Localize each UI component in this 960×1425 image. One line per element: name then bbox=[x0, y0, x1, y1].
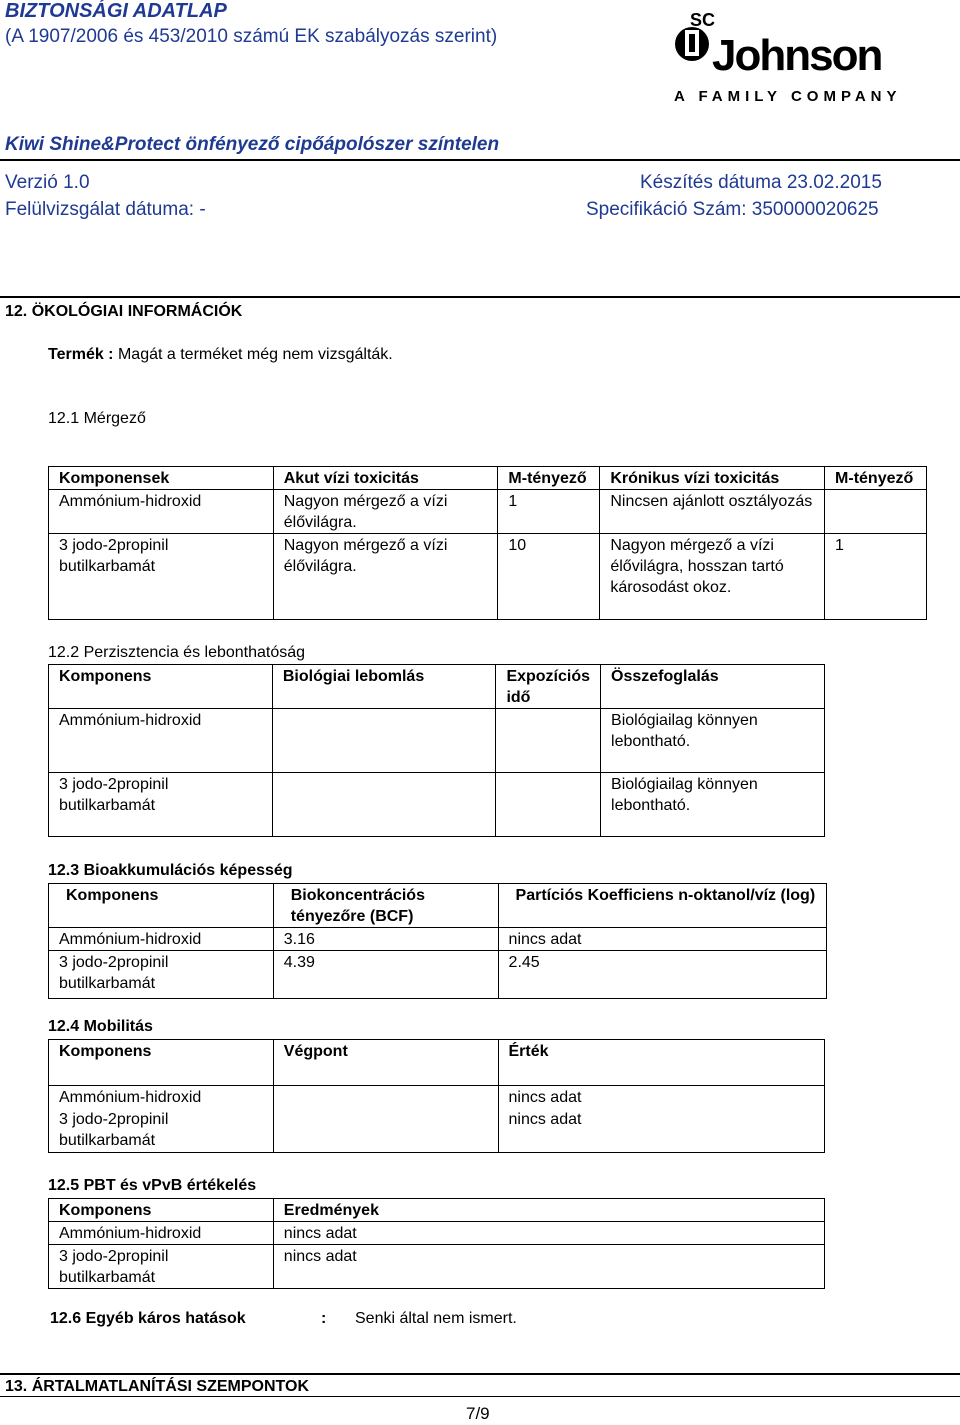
table-header-cell: Expozíciós idő bbox=[496, 665, 601, 709]
table-row bbox=[49, 951, 827, 999]
table-header-row bbox=[49, 1199, 825, 1222]
table-header-cell: Eredmények bbox=[273, 1199, 824, 1222]
created-line bbox=[640, 172, 882, 194]
spec-line bbox=[586, 199, 879, 221]
table-header-cell: Komponens bbox=[49, 1199, 274, 1222]
created-label: Készítés dátuma bbox=[640, 172, 782, 193]
table-cell bbox=[272, 709, 496, 773]
table-header-cell: Komponensek bbox=[49, 467, 274, 490]
table-row bbox=[49, 534, 927, 620]
table-row bbox=[49, 709, 825, 773]
spec-label: Specifikáció Szám: bbox=[586, 199, 747, 220]
table-cell: Nagyon mérgező a vízi élővilágra. bbox=[273, 534, 498, 620]
table-cell bbox=[496, 773, 601, 837]
toxicity-table bbox=[48, 466, 927, 620]
table-header-cell: Összefoglalás bbox=[601, 665, 825, 709]
table-cell: nincs adat bbox=[498, 928, 826, 951]
sc-johnson-logo bbox=[672, 8, 902, 109]
table-header-cell: Partíciós Koefficiens n-oktanol/víz (log) bbox=[498, 884, 826, 928]
table-cell: 3.16 bbox=[273, 928, 498, 951]
table-cell: Ammónium-hidroxid bbox=[49, 1222, 274, 1245]
table-cell: Ammónium-hidroxid bbox=[49, 490, 274, 534]
table-header-cell: Komponens bbox=[49, 665, 273, 709]
review-line bbox=[5, 199, 206, 221]
table-row bbox=[49, 490, 927, 534]
table-cell: Biológiailag könnyen lebontható. bbox=[601, 709, 825, 773]
section-12-title: 12. ÖKOLÓGIAI INFORMÁCIÓK bbox=[5, 303, 243, 320]
logo-tagline: A FAMILY COMPANY bbox=[674, 88, 902, 105]
table-header-row bbox=[49, 467, 927, 490]
table-header-cell: Komponens bbox=[49, 884, 274, 928]
table-row bbox=[49, 1086, 825, 1109]
product-note bbox=[48, 346, 393, 364]
table-cell: Ammónium-hidroxid bbox=[49, 1086, 274, 1109]
bioaccumulation-table bbox=[48, 883, 827, 999]
table-cell bbox=[272, 773, 496, 837]
table-row bbox=[49, 1108, 825, 1152]
header-divider bbox=[0, 159, 960, 161]
persistence-title: 12.2 Perzisztencia és lebonthatóság bbox=[48, 644, 306, 661]
table-header-cell: Érték bbox=[498, 1040, 825, 1086]
product-name: Kiwi Shine&Protect önfényező cipőápolószer színtelen bbox=[5, 134, 500, 155]
document-title: BIZTONSÁGI ADATLAP bbox=[5, 0, 227, 22]
table-cell: 3 jodo-2propinil butilkarbamát bbox=[49, 534, 274, 620]
page-number: 7/9 bbox=[466, 1404, 490, 1423]
table-header-row bbox=[49, 884, 827, 928]
bioaccumulation-title: 12.3 Bioakkumulációs képesség bbox=[48, 862, 293, 879]
table-cell bbox=[825, 490, 927, 534]
table-header-row bbox=[49, 665, 825, 709]
other-effects-label: 12.6 Egyéb káros hatások bbox=[50, 1310, 246, 1327]
table-cell: Ammónium-hidroxid bbox=[49, 709, 273, 773]
logo-brand: Johnson bbox=[712, 31, 882, 80]
table-cell: 10 bbox=[498, 534, 600, 620]
table-row bbox=[49, 1245, 825, 1289]
table-cell: 3 jodo-2propinil butilkarbamát bbox=[49, 951, 274, 999]
table-header-cell: M-tényező bbox=[825, 467, 927, 490]
other-effects-colon: : bbox=[321, 1310, 327, 1327]
table-cell: 3 jodo-2propinil butilkarbamát bbox=[49, 773, 273, 837]
table-cell: Ammónium-hidroxid bbox=[49, 928, 274, 951]
table-cell: Biológiailag könnyen lebontható. bbox=[601, 773, 825, 837]
table-cell: 1 bbox=[498, 490, 600, 534]
table-cell: nincs adat bbox=[273, 1222, 824, 1245]
sc-johnson-logo-icon bbox=[672, 8, 902, 105]
table-cell: 1 bbox=[825, 534, 927, 620]
pbt-table bbox=[48, 1198, 825, 1289]
toxicity-title: 12.1 Mérgező bbox=[48, 410, 146, 427]
table-row bbox=[49, 928, 827, 951]
version-value: 1.0 bbox=[63, 172, 90, 193]
review-value: - bbox=[199, 199, 206, 220]
table-header-cell: Komponens bbox=[49, 1040, 274, 1086]
table-cell: Nagyon mérgező a vízi élővilágra, hosszan tartó károsodást okoz. bbox=[600, 534, 825, 620]
table-cell: 3 jodo-2propinil butilkarbamát bbox=[49, 1245, 274, 1289]
product-note-label: Termék : bbox=[48, 346, 114, 363]
mobility-table bbox=[48, 1039, 825, 1153]
table-row bbox=[49, 773, 825, 837]
document-subtitle: (A 1907/2006 és 453/2010 számú EK szabályozás szerint) bbox=[5, 26, 498, 47]
table-header-cell: Biokoncentrációs tényezőre (BCF) bbox=[273, 884, 498, 928]
section-13-divider bbox=[0, 1373, 960, 1375]
created-value: 23.02.2015 bbox=[786, 172, 882, 193]
spec-value: 350000020625 bbox=[751, 199, 879, 220]
review-label: Felülvizsgálat dátuma: bbox=[5, 199, 195, 220]
table-header-cell: Krónikus vízi toxicitás bbox=[600, 467, 825, 490]
mobility-title: 12.4 Mobilitás bbox=[48, 1018, 153, 1035]
table-header-cell: Végpont bbox=[273, 1040, 498, 1086]
section-divider bbox=[0, 296, 960, 298]
table-header-cell: Biológiai lebomlás bbox=[272, 665, 496, 709]
table-cell: Nincsen ajánlott osztályozás bbox=[600, 490, 825, 534]
logo-sc: SC bbox=[690, 10, 716, 30]
table-cell: 2.45 bbox=[498, 951, 826, 999]
version-line bbox=[5, 172, 90, 194]
table-row bbox=[49, 1222, 825, 1245]
pbt-title: 12.5 PBT és vPvB értékelés bbox=[48, 1177, 257, 1194]
table-cell bbox=[496, 709, 601, 773]
persistence-table bbox=[48, 664, 825, 837]
product-note-text: Magát a terméket még nem vizsgálták. bbox=[117, 346, 393, 363]
section-13-title: 13. ÁRTALMATLANÍTÁSI SZEMPONTOK bbox=[5, 1378, 309, 1395]
table-cell: nincs adat bbox=[273, 1245, 824, 1289]
table-cell bbox=[273, 1108, 498, 1152]
other-effects-value: Senki által nem ismert. bbox=[355, 1310, 517, 1327]
table-cell: 3 jodo-2propinil butilkarbamát bbox=[49, 1108, 274, 1152]
table-cell: 4.39 bbox=[273, 951, 498, 999]
table-header-cell: Akut vízi toxicitás bbox=[273, 467, 498, 490]
table-cell: Nagyon mérgező a vízi élővilágra. bbox=[273, 490, 498, 534]
table-header-row bbox=[49, 1040, 825, 1086]
table-cell: nincs adat bbox=[498, 1108, 825, 1152]
table-cell: nincs adat bbox=[498, 1086, 825, 1109]
version-label: Verzió bbox=[5, 172, 58, 193]
table-header-cell: M-tényező bbox=[498, 467, 600, 490]
table-cell bbox=[273, 1086, 498, 1109]
footer-divider bbox=[0, 1396, 960, 1397]
